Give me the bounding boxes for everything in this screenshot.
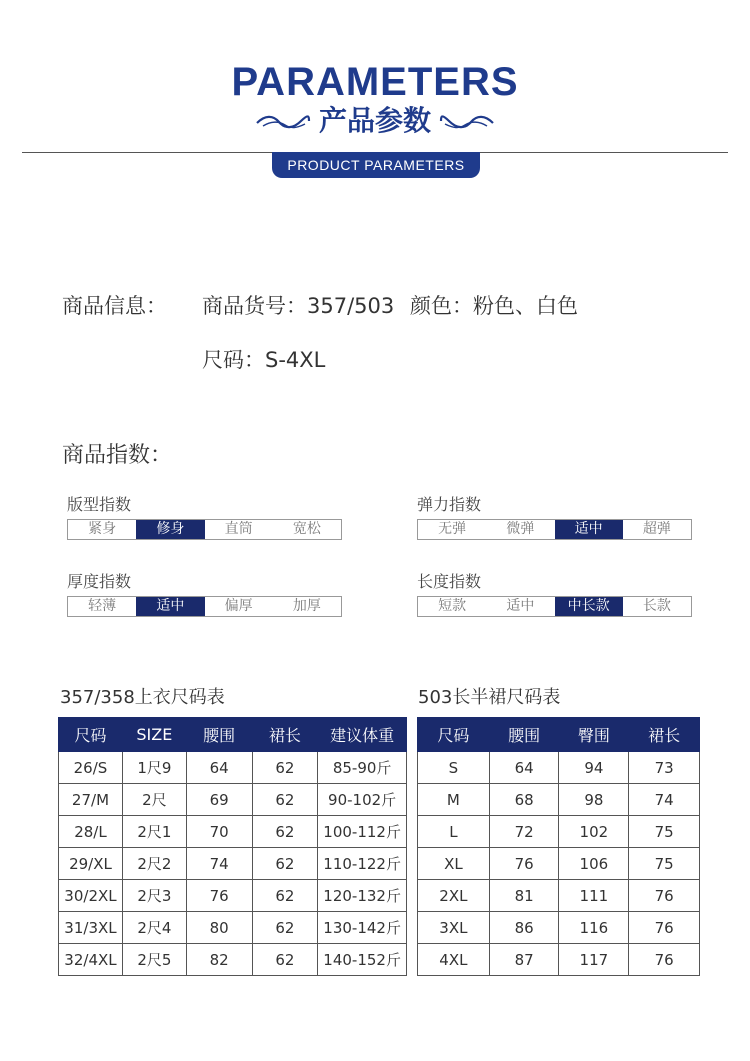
table-cell: 2尺2 xyxy=(122,848,186,880)
table-cell: 90-102斤 xyxy=(318,784,407,816)
info-color: 颜色：粉色、白色 xyxy=(410,294,578,318)
table-cell: 64 xyxy=(186,752,252,784)
index-option: 短款 xyxy=(438,598,467,614)
table-cell: 73 xyxy=(629,752,700,784)
top-size-table xyxy=(58,717,407,976)
index-option: 长款 xyxy=(642,598,671,614)
table-row xyxy=(59,752,407,784)
table-cell: 98 xyxy=(559,784,629,816)
index-bar-elasticity xyxy=(417,519,692,540)
table-header-cell: 尺码 xyxy=(59,718,123,752)
table-cell: 26/S xyxy=(59,752,123,784)
wave-right-icon xyxy=(439,113,495,129)
table-cell: 76 xyxy=(489,848,559,880)
table-row xyxy=(59,848,407,880)
table-cell: 2尺 xyxy=(122,784,186,816)
table-row xyxy=(59,816,407,848)
table-cell: 76 xyxy=(629,912,700,944)
table-cell: 120-132斤 xyxy=(318,880,407,912)
index-option: 修身 xyxy=(136,520,204,539)
index-bar-length xyxy=(417,596,692,617)
title-en: PARAMETERS xyxy=(231,60,519,104)
table-cell: 130-142斤 xyxy=(318,912,407,944)
info-sku: 商品货号：357/503 xyxy=(202,294,395,318)
table-cell: 32/4XL xyxy=(59,944,123,976)
index-label-length: 长度指数 xyxy=(417,572,482,591)
table-cell: 74 xyxy=(629,784,700,816)
table-cell: 110-122斤 xyxy=(318,848,407,880)
table-cell: 2尺4 xyxy=(122,912,186,944)
top-table-title: 357/358上衣尺码表 xyxy=(60,687,225,708)
index-option: 适中 xyxy=(555,520,623,539)
index-bar-fit xyxy=(67,519,342,540)
table-cell: 85-90斤 xyxy=(318,752,407,784)
table-cell: 28/L xyxy=(59,816,123,848)
table-cell: 86 xyxy=(489,912,559,944)
table-cell: S xyxy=(418,752,490,784)
table-row xyxy=(59,944,407,976)
index-option: 中长款 xyxy=(555,597,623,616)
table-cell: 64 xyxy=(489,752,559,784)
table-row xyxy=(59,784,407,816)
table-row xyxy=(418,944,700,976)
table-header-cell: 建议体重 xyxy=(318,718,407,752)
table-cell: 140-152斤 xyxy=(318,944,407,976)
table-cell: 62 xyxy=(252,848,318,880)
skirt-size-table xyxy=(417,717,700,976)
table-header-row xyxy=(418,718,700,752)
header xyxy=(0,60,750,138)
table-cell: 74 xyxy=(186,848,252,880)
index-option: 无弹 xyxy=(438,521,467,537)
index-option: 宽松 xyxy=(292,521,321,537)
table-cell: 117 xyxy=(559,944,629,976)
table-cell: 87 xyxy=(489,944,559,976)
table-cell: 76 xyxy=(186,880,252,912)
table-header-cell: 裙长 xyxy=(629,718,700,752)
table-cell: 62 xyxy=(252,944,318,976)
table-cell: 62 xyxy=(252,752,318,784)
table-cell: 70 xyxy=(186,816,252,848)
index-option: 加厚 xyxy=(292,598,321,614)
table-cell: 106 xyxy=(559,848,629,880)
table-cell: 69 xyxy=(186,784,252,816)
table-row xyxy=(418,880,700,912)
table-cell: 81 xyxy=(489,880,559,912)
index-option: 轻薄 xyxy=(88,598,117,614)
table-row xyxy=(418,912,700,944)
table-cell: 4XL xyxy=(418,944,490,976)
table-cell: 2尺1 xyxy=(122,816,186,848)
table-cell: 2尺3 xyxy=(122,880,186,912)
table-cell: 30/2XL xyxy=(59,880,123,912)
table-cell: 62 xyxy=(252,816,318,848)
index-bar-thickness xyxy=(67,596,342,617)
index-option: 适中 xyxy=(136,597,204,616)
table-header-cell: 臀围 xyxy=(559,718,629,752)
table-header-cell: 腰围 xyxy=(186,718,252,752)
info-label: 商品信息： xyxy=(62,294,167,318)
table-cell: 94 xyxy=(559,752,629,784)
table-header-row xyxy=(59,718,407,752)
index-label-thickness: 厚度指数 xyxy=(67,572,132,591)
table-cell: 29/XL xyxy=(59,848,123,880)
skirt-table-title: 503长半裙尺码表 xyxy=(418,687,561,708)
table-cell: 75 xyxy=(629,816,700,848)
table-cell: XL xyxy=(418,848,490,880)
table-row xyxy=(418,752,700,784)
wave-left-icon xyxy=(255,113,311,129)
index-option: 紧身 xyxy=(88,521,117,537)
table-cell: 31/3XL xyxy=(59,912,123,944)
indices-title: 商品指数： xyxy=(62,443,173,468)
table-row xyxy=(59,912,407,944)
table-cell: 75 xyxy=(629,848,700,880)
table-row xyxy=(418,784,700,816)
table-cell: 27/M xyxy=(59,784,123,816)
table-cell: 102 xyxy=(559,816,629,848)
index-option: 适中 xyxy=(506,598,535,614)
subtitle-badge: PRODUCT PARAMETERS xyxy=(272,152,480,178)
table-cell: 2XL xyxy=(418,880,490,912)
title-cn: 产品参数 xyxy=(318,104,431,137)
table-cell: 68 xyxy=(489,784,559,816)
title-cn-row xyxy=(0,104,750,138)
index-label-elasticity: 弹力指数 xyxy=(417,495,482,514)
index-option: 直筒 xyxy=(224,521,253,537)
table-cell: 62 xyxy=(252,784,318,816)
table-cell: 62 xyxy=(252,912,318,944)
table-cell: 1尺9 xyxy=(122,752,186,784)
index-option: 偏厚 xyxy=(224,598,253,614)
table-header-cell: SIZE xyxy=(122,718,186,752)
table-header-cell: 裙长 xyxy=(252,718,318,752)
index-option: 微弹 xyxy=(506,521,535,537)
table-cell: 100-112斤 xyxy=(318,816,407,848)
table-row xyxy=(418,816,700,848)
table-row xyxy=(59,880,407,912)
table-cell: L xyxy=(418,816,490,848)
table-cell: 111 xyxy=(559,880,629,912)
table-cell: 116 xyxy=(559,912,629,944)
info-size: 尺码：S-4XL xyxy=(202,348,326,372)
table-header-cell: 尺码 xyxy=(418,718,490,752)
index-label-fit: 版型指数 xyxy=(67,495,132,514)
table-cell: 76 xyxy=(629,880,700,912)
table-cell: M xyxy=(418,784,490,816)
table-cell: 82 xyxy=(186,944,252,976)
table-cell: 80 xyxy=(186,912,252,944)
table-row xyxy=(418,848,700,880)
table-cell: 76 xyxy=(629,944,700,976)
table-cell: 3XL xyxy=(418,912,490,944)
index-option: 超弹 xyxy=(642,521,671,537)
table-cell: 72 xyxy=(489,816,559,848)
table-cell: 2尺5 xyxy=(122,944,186,976)
table-cell: 62 xyxy=(252,880,318,912)
table-header-cell: 腰围 xyxy=(489,718,559,752)
